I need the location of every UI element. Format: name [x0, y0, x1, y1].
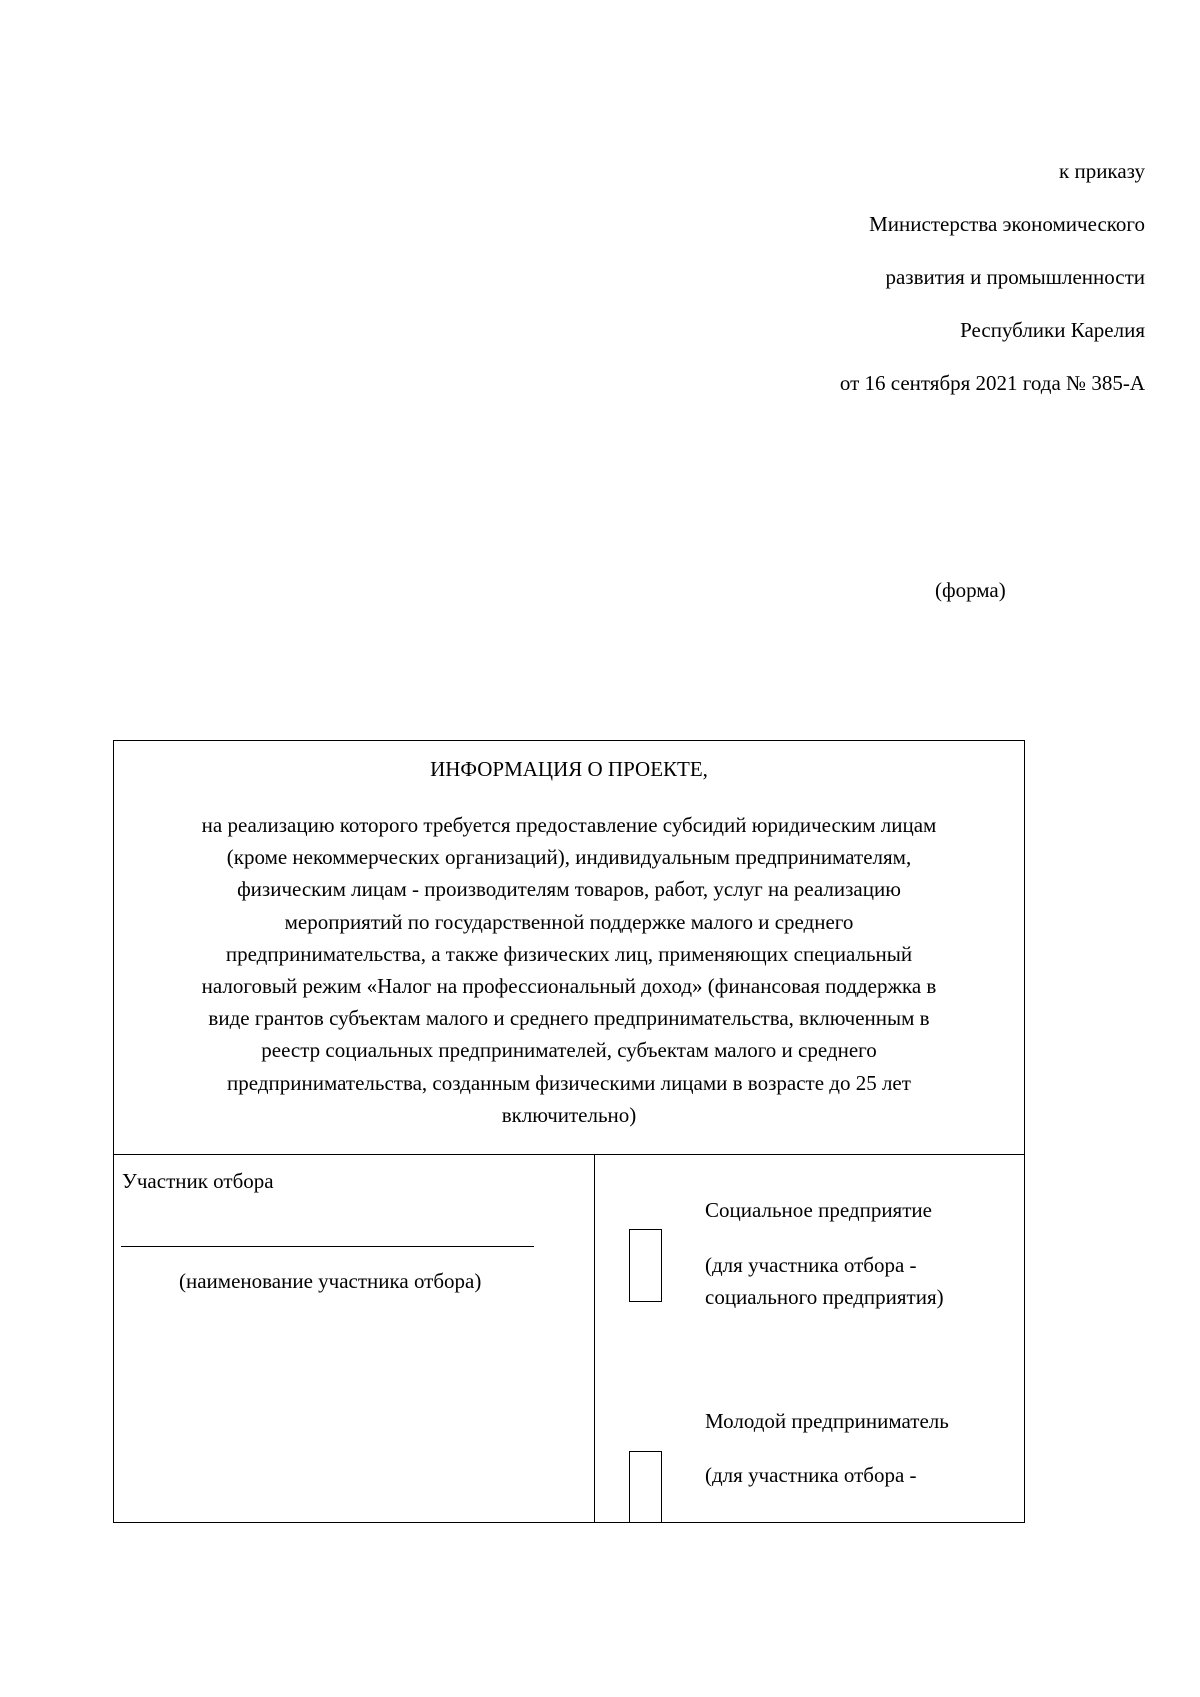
social-enterprise-note: социального предприятия) — [705, 1285, 944, 1309]
participant-cell — [114, 1155, 595, 1522]
order-reference-block — [840, 145, 1145, 410]
description-line: (кроме некоммерческих организаций), индивидуальным предпринимателям, — [226, 845, 912, 870]
description-line: реестр социальных предпринимателей, субъектам малого и среднего — [261, 1038, 877, 1063]
form-title: ИНФОРМАЦИЯ О ПРОЕКТЕ, — [430, 757, 708, 781]
young-entrepreneur-label: Молодой предприниматель — [705, 1409, 949, 1433]
participant-name-caption: (наименование участника отбора) — [179, 1269, 482, 1293]
description-line: включительно) — [501, 1102, 637, 1127]
order-reference-line: Республики Карелия — [960, 318, 1145, 342]
description-line: физическим лицам - производителям товаров, работ, услуг на реализацию — [237, 877, 901, 902]
order-reference-line: развития и промышленности — [885, 265, 1145, 289]
description-line: предпринимательства, созданным физическими лицами в возрасте до 25 лет — [227, 1070, 911, 1095]
social-enterprise-checkbox[interactable] — [629, 1229, 662, 1302]
form-title-block — [114, 741, 1024, 1155]
order-reference-line: к приказу — [1059, 159, 1145, 183]
order-reference-line: Министерства экономического — [869, 212, 1145, 236]
participant-label: Участник отбора — [122, 1169, 274, 1193]
description-line: виде грантов субъектам малого и среднего предпринимательства, включенным в — [208, 1006, 930, 1031]
form-description — [134, 809, 1004, 1131]
description-line: на реализацию которого требуется предоставление субсидий юридическим лицам — [201, 813, 937, 837]
social-enterprise-label: Социальное предприятие — [705, 1198, 932, 1222]
order-reference-line: от 16 сентября 2021 года № 385-А — [839, 371, 1145, 395]
form-label: (форма) — [935, 578, 1006, 602]
social-enterprise-note: (для участника отбора - — [705, 1253, 917, 1277]
description-line: мероприятий по государственной поддержке малого и среднего — [284, 909, 854, 934]
participant-name-field[interactable] — [121, 1246, 534, 1247]
young-entrepreneur-checkbox[interactable] — [629, 1451, 662, 1522]
young-entrepreneur-note: (для участника отбора - — [705, 1463, 917, 1487]
description-line: предпринимательства, а также физических лиц, применяющих специальный — [225, 941, 913, 966]
project-info-form — [113, 740, 1025, 1523]
description-line: налоговый режим «Налог на профессиональный доход» (финансовая поддержка в — [201, 974, 937, 999]
participant-type-cell — [595, 1155, 1024, 1522]
